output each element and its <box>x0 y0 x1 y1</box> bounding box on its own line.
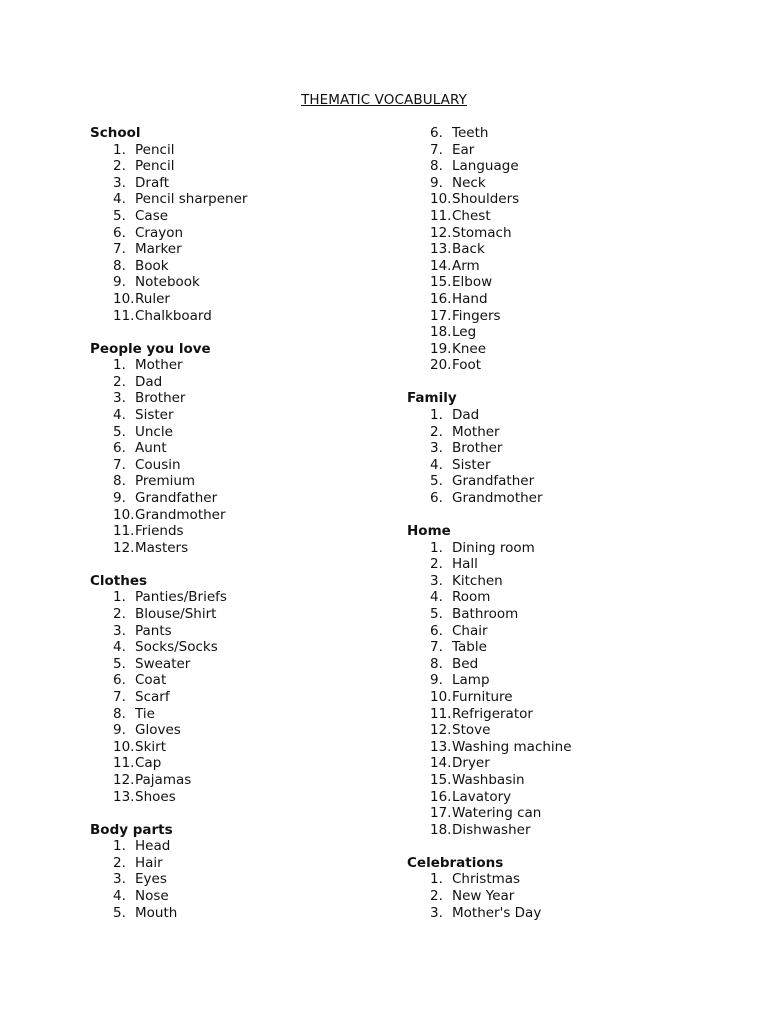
list-item <box>407 142 727 159</box>
item-number: 5. <box>113 423 126 440</box>
section-heading: Body parts <box>90 821 173 838</box>
list-item <box>407 772 727 789</box>
section-people-you-love <box>90 341 390 557</box>
list-item <box>407 440 727 457</box>
item-number: 15. <box>430 274 452 291</box>
item-label: Nose <box>135 888 169 905</box>
list-item <box>407 639 727 656</box>
list-item <box>90 490 390 507</box>
list-item <box>90 772 390 789</box>
item-number: 10. <box>113 290 135 307</box>
item-number: 3. <box>113 622 126 639</box>
item-label: Table <box>452 639 487 656</box>
list-item <box>407 871 727 888</box>
item-number: 8. <box>113 473 126 490</box>
item-label: Ear <box>452 141 475 158</box>
item-number: 11. <box>113 755 135 772</box>
list-item <box>407 606 727 623</box>
item-number: 5. <box>113 207 126 224</box>
item-number: 1. <box>113 589 126 606</box>
item-number: 2. <box>113 158 126 175</box>
item-number: 9. <box>113 489 126 506</box>
item-label: Christmas <box>452 871 521 888</box>
item-number: 10. <box>113 506 135 523</box>
item-label: Head <box>135 838 171 855</box>
item-label: Foot <box>452 357 482 374</box>
item-label: Mother <box>135 357 183 374</box>
item-number: 7. <box>113 456 126 473</box>
item-label: Blouse/Shirt <box>135 606 217 623</box>
item-number: 1. <box>430 871 443 888</box>
list-item <box>407 158 727 175</box>
list-item <box>407 589 727 606</box>
item-number: 2. <box>430 423 443 440</box>
list-item <box>90 739 390 756</box>
item-label: Sweater <box>135 655 191 672</box>
list-item <box>90 440 390 457</box>
item-number: 7. <box>430 141 443 158</box>
list-item <box>407 905 727 922</box>
item-number: 17. <box>430 805 452 822</box>
item-number: 9. <box>430 174 443 191</box>
list-item <box>407 424 727 441</box>
list-item <box>90 706 390 723</box>
item-number: 13. <box>113 788 135 805</box>
item-label: Brother <box>452 440 503 457</box>
list-item <box>90 871 390 888</box>
list-item <box>90 623 390 640</box>
list-item <box>407 274 727 291</box>
item-label: Furniture <box>452 689 513 705</box>
item-number: 20. <box>430 357 452 374</box>
item-label: Gloves <box>135 722 181 739</box>
list-item <box>90 589 390 606</box>
item-label: Arm <box>452 257 480 274</box>
list-item <box>407 308 727 325</box>
section-school <box>90 125 390 324</box>
item-label: Sister <box>452 456 491 473</box>
item-label: Dishwasher <box>452 821 531 838</box>
list-item <box>90 374 390 391</box>
item-label: Leg <box>452 324 477 341</box>
item-label: Hair <box>135 854 163 871</box>
list-item <box>407 656 727 673</box>
item-label: Hall <box>452 556 478 573</box>
item-label: Pajamas <box>135 771 192 788</box>
item-number: 1. <box>113 141 126 158</box>
item-number: 6. <box>430 622 443 639</box>
list-item <box>90 722 390 739</box>
list-item <box>90 191 390 208</box>
item-number: 5. <box>113 904 126 921</box>
list-item <box>407 805 727 822</box>
item-label: Friends <box>135 523 184 540</box>
list-item <box>90 241 390 258</box>
item-number: 14. <box>430 257 452 274</box>
item-number: 3. <box>113 390 126 407</box>
item-number: 11. <box>113 307 135 324</box>
item-number: 4. <box>113 407 126 423</box>
item-label: Mother's Day <box>452 904 542 921</box>
list-item <box>407 457 727 474</box>
item-number: 12. <box>113 539 135 556</box>
item-label: Pencil <box>135 141 175 158</box>
list-item <box>90 390 390 407</box>
item-label: Grandfather <box>452 473 535 490</box>
list-item <box>90 755 390 772</box>
item-label: Dryer <box>452 755 490 772</box>
item-number: 4. <box>430 589 443 606</box>
item-number: 1. <box>113 357 126 374</box>
list-item <box>407 473 727 490</box>
item-number: 19. <box>430 340 452 357</box>
list-item <box>407 540 727 557</box>
section-heading: People you love <box>90 340 211 357</box>
item-number: 7. <box>113 689 126 705</box>
list-item <box>90 639 390 656</box>
item-label: Marker <box>135 241 182 258</box>
list-item <box>90 424 390 441</box>
item-label: Crayon <box>135 224 184 241</box>
item-label: Pants <box>135 622 172 639</box>
item-label: Chalkboard <box>135 307 212 324</box>
section-celebrations <box>407 855 727 921</box>
item-number: 6. <box>113 224 126 241</box>
list-item <box>407 722 727 739</box>
list-item <box>90 357 390 374</box>
item-label: Aunt <box>135 440 167 457</box>
item-label: Panties/Briefs <box>135 589 227 606</box>
item-label: Mother <box>452 423 500 440</box>
list-item <box>407 341 727 358</box>
list-item <box>90 291 390 308</box>
list-item <box>90 142 390 159</box>
section-family <box>407 390 727 506</box>
item-label: Teeth <box>452 125 489 141</box>
item-number: 4. <box>430 456 443 473</box>
item-label: Tie <box>135 705 155 722</box>
item-label: Room <box>452 589 491 606</box>
item-number: 14. <box>430 755 452 772</box>
list-item <box>407 623 727 640</box>
item-number: 5. <box>430 606 443 623</box>
item-label: Chair <box>452 622 488 639</box>
list-item <box>407 573 727 590</box>
item-label: Cousin <box>135 456 181 473</box>
list-item <box>90 888 390 905</box>
item-label: Grandfather <box>135 489 218 506</box>
item-number: 15. <box>430 771 452 788</box>
list-item <box>90 855 390 872</box>
item-number: 2. <box>430 888 443 905</box>
list-item <box>90 208 390 225</box>
item-label: Bed <box>452 655 479 672</box>
item-number: 6. <box>113 440 126 457</box>
item-number: 9. <box>430 672 443 689</box>
section-heading: School <box>90 125 141 141</box>
item-label: Stove <box>452 722 491 739</box>
item-number: 10. <box>430 689 452 705</box>
list-item <box>90 258 390 275</box>
section-heading: Clothes <box>90 572 148 589</box>
item-label: Sister <box>135 407 174 423</box>
list-item <box>90 672 390 689</box>
item-label: Case <box>135 207 169 224</box>
list-item <box>407 672 727 689</box>
list-item <box>407 241 727 258</box>
item-number: 10. <box>113 738 135 755</box>
section-body-parts-continued <box>407 125 727 374</box>
list-item <box>90 457 390 474</box>
left-column <box>90 125 390 938</box>
list-item <box>407 739 727 756</box>
item-number: 4. <box>113 888 126 905</box>
item-label: New Year <box>452 888 515 905</box>
item-label: Mouth <box>135 904 178 921</box>
list-item <box>407 225 727 242</box>
list-item <box>407 191 727 208</box>
list-item <box>407 822 727 839</box>
list-item <box>90 407 390 424</box>
list-item <box>90 689 390 706</box>
list-item <box>90 507 390 524</box>
section-heading: Family <box>407 390 457 407</box>
item-number: 4. <box>113 639 126 656</box>
item-number: 11. <box>113 523 135 540</box>
item-number: 6. <box>113 672 126 689</box>
item-label: Dad <box>135 373 163 390</box>
item-number: 18. <box>430 324 452 341</box>
section-home <box>407 523 727 838</box>
list-item <box>90 540 390 557</box>
item-number: 5. <box>113 655 126 672</box>
list-item <box>407 125 727 142</box>
item-number: 5. <box>430 473 443 490</box>
item-number: 6. <box>430 125 443 141</box>
item-number: 12. <box>430 722 452 739</box>
item-label: Book <box>135 257 169 274</box>
list-item <box>407 357 727 374</box>
item-number: 2. <box>113 373 126 390</box>
item-label: Cap <box>135 755 162 772</box>
item-label: Scarf <box>135 689 170 705</box>
item-label: Grandmother <box>135 506 226 523</box>
item-label: Ruler <box>135 290 170 307</box>
item-number: 1. <box>430 407 443 423</box>
item-label: Bathroom <box>452 606 519 623</box>
list-item <box>407 291 727 308</box>
item-number: 3. <box>430 440 443 457</box>
list-item <box>407 208 727 225</box>
list-item <box>407 490 727 507</box>
item-label: Eyes <box>135 871 167 888</box>
item-label: Fingers <box>452 307 501 324</box>
item-label: Premium <box>135 473 196 490</box>
item-label: Chest <box>452 207 491 224</box>
item-label: Pencil <box>135 158 175 175</box>
list-item <box>90 225 390 242</box>
list-item <box>407 324 727 341</box>
document-title: THEMATIC VOCABULARY <box>301 92 467 108</box>
item-label: Draft <box>135 174 170 191</box>
item-label: Shoes <box>135 788 176 805</box>
item-number: 18. <box>430 821 452 838</box>
item-number: 13. <box>430 738 452 755</box>
item-number: 8. <box>113 257 126 274</box>
item-label: Washbasin <box>452 771 525 788</box>
item-label: Washing machine <box>452 738 572 755</box>
item-label: Grandmother <box>452 489 543 506</box>
item-label: Language <box>452 158 519 175</box>
item-number: 9. <box>113 722 126 739</box>
list-item <box>90 473 390 490</box>
item-label: Shoulders <box>452 191 520 208</box>
list-item <box>407 407 727 424</box>
item-number: 9. <box>113 274 126 291</box>
list-item <box>407 706 727 723</box>
item-label: Notebook <box>135 274 200 291</box>
item-number: 16. <box>430 290 452 307</box>
right-column <box>407 125 727 938</box>
list-item <box>407 755 727 772</box>
item-number: 13. <box>430 241 452 258</box>
item-number: 2. <box>430 556 443 573</box>
item-number: 2. <box>113 854 126 871</box>
item-label: Kitchen <box>452 572 503 589</box>
section-heading: Celebrations <box>407 854 504 871</box>
item-number: 11. <box>430 705 452 722</box>
item-number: 10. <box>430 191 452 208</box>
section-heading: Home <box>407 523 451 540</box>
item-label: Elbow <box>452 274 493 291</box>
list-item <box>407 556 727 573</box>
item-number: 2. <box>113 606 126 623</box>
section-clothes <box>90 573 390 805</box>
item-number: 3. <box>113 174 126 191</box>
item-number: 17. <box>430 307 452 324</box>
item-label: Pencil sharpener <box>135 191 248 208</box>
item-number: 12. <box>430 224 452 241</box>
item-number: 3. <box>430 904 443 921</box>
list-item <box>90 606 390 623</box>
list-item <box>407 258 727 275</box>
item-label: Hand <box>452 290 488 307</box>
item-label: Watering can <box>452 805 542 822</box>
item-label: Knee <box>452 340 487 357</box>
item-number: 4. <box>113 191 126 208</box>
list-item <box>90 523 390 540</box>
item-label: Dining room <box>452 539 535 556</box>
item-number: 16. <box>430 788 452 805</box>
item-label: Stomach <box>452 224 512 241</box>
item-label: Masters <box>135 539 189 556</box>
list-item <box>90 175 390 192</box>
list-item <box>90 789 390 806</box>
list-item <box>90 656 390 673</box>
item-number: 8. <box>430 655 443 672</box>
item-number: 11. <box>430 207 452 224</box>
item-number: 8. <box>430 158 443 175</box>
section-body-parts <box>90 822 390 922</box>
list-item <box>407 789 727 806</box>
list-item <box>90 838 390 855</box>
list-item <box>407 689 727 706</box>
item-number: 1. <box>430 539 443 556</box>
list-item <box>90 158 390 175</box>
item-number: 7. <box>430 639 443 656</box>
list-item <box>407 888 727 905</box>
item-number: 3. <box>430 572 443 589</box>
item-number: 8. <box>113 705 126 722</box>
item-label: Coat <box>135 672 167 689</box>
item-number: 6. <box>430 489 443 506</box>
item-label: Neck <box>452 174 486 191</box>
list-item <box>407 175 727 192</box>
list-item <box>90 905 390 922</box>
item-label: Back <box>452 241 485 258</box>
item-number: 7. <box>113 241 126 258</box>
list-item <box>90 308 390 325</box>
item-label: Refrigerator <box>452 705 533 722</box>
item-label: Dad <box>452 407 480 423</box>
item-number: 12. <box>113 771 135 788</box>
item-label: Lamp <box>452 672 490 689</box>
item-label: Brother <box>135 390 186 407</box>
item-number: 1. <box>113 838 126 855</box>
item-label: Skirt <box>135 738 166 755</box>
item-number: 3. <box>113 871 126 888</box>
item-label: Socks/Socks <box>135 639 218 656</box>
item-label: Uncle <box>135 423 173 440</box>
list-item <box>90 274 390 291</box>
item-label: Lavatory <box>452 788 512 805</box>
